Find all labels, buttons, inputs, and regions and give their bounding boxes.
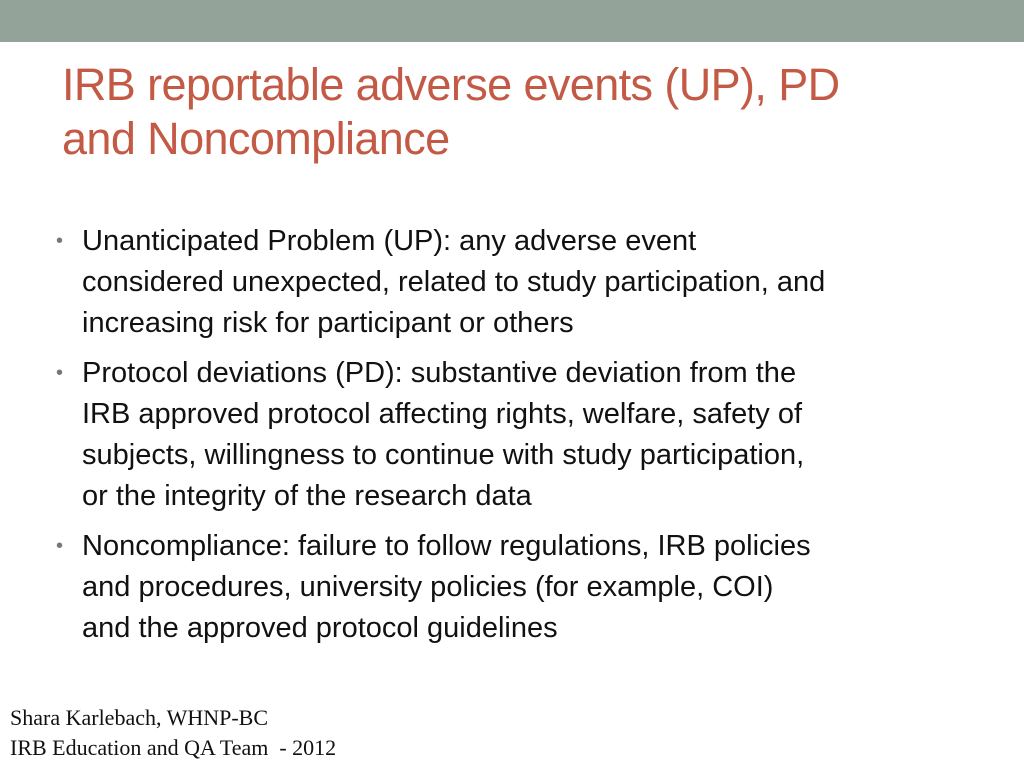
bullet-text-line: Protocol deviations (PD): substantive deviation from the — [82, 357, 797, 389]
bullet-dot-icon: • — [56, 362, 64, 384]
bullet-list — [56, 221, 976, 658]
bullet-text-line: Unanticipated Problem (UP): any adverse event — [82, 225, 697, 257]
bullet-text-line: or the integrity of the research data — [82, 480, 532, 512]
bullet-dot-icon: • — [56, 535, 64, 557]
bullet-item-noncompliance — [56, 526, 976, 649]
bullet-text-line: IRB approved protocol affecting rights, welfare, safety of — [82, 398, 803, 430]
bullet-text-line: increasing risk for participant or others — [82, 307, 574, 339]
top-band — [0, 0, 1024, 42]
bullet-item-protocol-deviations — [56, 353, 976, 517]
bullet-text-line: considered unexpected, related to study participation, and — [82, 266, 826, 298]
bullet-item-unanticipated-problem — [56, 221, 976, 344]
footer-author: Shara Karlebach, WHNP-BC — [10, 705, 269, 730]
slide-title-line: IRB reportable adverse events (UP), PD — [62, 59, 840, 110]
slide-title-line: and Noncompliance — [62, 113, 450, 164]
bullet-text-line: and the approved protocol guidelines — [82, 612, 558, 644]
footer-team-year: IRB Education and QA Team - 2012 — [10, 735, 337, 760]
bullet-text-line: and procedures, university policies (for example, COI) — [82, 571, 774, 603]
bullet-text-line: subjects, willingness to continue with study participation, — [82, 439, 805, 471]
bullet-text-line: Noncompliance: failure to follow regulations, IRB policies — [82, 530, 811, 562]
slide-footer — [10, 703, 336, 763]
slide-title — [62, 58, 982, 166]
bullet-dot-icon: • — [56, 230, 64, 252]
